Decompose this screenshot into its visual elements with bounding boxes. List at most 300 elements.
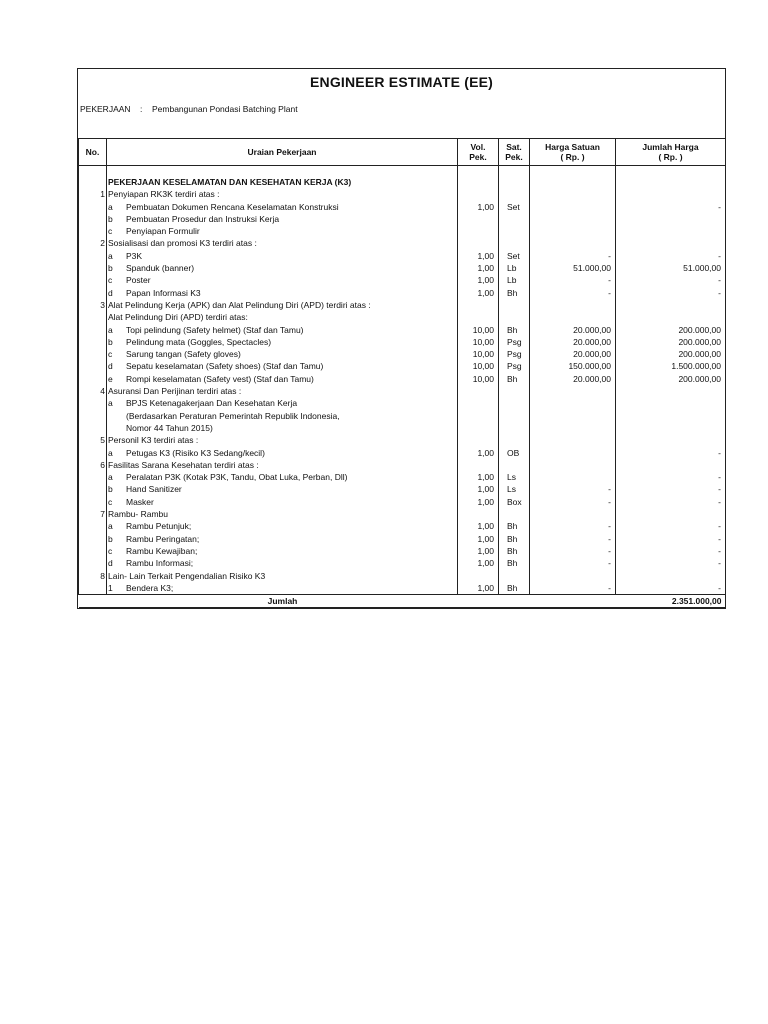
cell-unit: Set [499,250,530,262]
cell-volume: 1,00 [458,262,499,274]
item-letter: a [108,521,113,532]
item-text: Masker [126,496,154,507]
cell-no [79,520,107,532]
table-row [79,533,726,545]
cell-no: 8 [79,570,107,582]
item-letter: c [108,496,113,507]
cell-description [107,397,458,409]
item-text: Sepatu keselamatan (Safety shoes) (Staf dan Tamu) [126,361,324,372]
cell-no [79,324,107,336]
item-text: P3K [126,250,143,261]
cell-volume: 1,00 [458,520,499,532]
cell-volume: 10,00 [458,336,499,348]
cell-description [107,287,458,299]
cell-total-price: - [616,533,726,545]
item-text: Penyiapan RK3K terdiri atas : [108,189,220,200]
cell-unit [499,434,530,446]
cell-no: 5 [79,434,107,446]
cell-unit [499,213,530,225]
item-text: Asuransi Dan Perijinan terdiri atas : [108,386,242,397]
total-row [79,595,726,608]
cell-description [107,188,458,200]
cell-total-price [616,434,726,446]
item-letter: a [108,472,113,483]
header-no: No. [79,139,107,166]
item-letter: c [108,275,113,286]
item-letter: a [108,398,113,409]
cell-jh [616,166,726,177]
table-row [79,422,726,434]
cell-unit-price: - [530,274,616,286]
cell-unit-price [530,447,616,459]
cell-no [79,311,107,323]
cell-description [107,508,458,520]
cell-unit-price: - [530,483,616,495]
cell-unit [499,237,530,249]
item-letter: a [108,447,113,458]
cell-unit-price [530,410,616,422]
item-text: Nomor 44 Tahun 2015) [126,422,213,433]
cell-volume: 1,00 [458,483,499,495]
cell-no [79,557,107,569]
item-text: Lain- Lain Terkait Pengendalian Risiko K3 [108,570,266,581]
cell-unit: Bh [499,373,530,385]
table-row [79,508,726,520]
cell-description [107,348,458,360]
item-letter: a [108,250,113,261]
item-text: Rambu Petunjuk; [126,521,192,532]
item-text: Rambu Informasi; [126,558,194,569]
cell-description [107,422,458,434]
item-letter: b [108,484,113,495]
cell-no [79,471,107,483]
cell-no [79,262,107,274]
cell-description [107,274,458,286]
cell-unit-price [530,434,616,446]
cell-description [107,570,458,582]
item-text: Petugas K3 (Risiko K3 Sedang/kecil) [126,447,265,458]
table-row [79,582,726,595]
cell-unit-price [530,237,616,249]
cell-total-price: - [616,520,726,532]
cell-unit [499,385,530,397]
cell-total-price [616,385,726,397]
cell-unit-price: - [530,582,616,595]
cell-no [79,213,107,225]
cell-description [107,324,458,336]
cell-description [107,582,458,595]
cell-unit-price: 20.000,00 [530,336,616,348]
cell-no [79,397,107,409]
cell-description [107,434,458,446]
cell-total-price [616,410,726,422]
cell-volume: 1,00 [458,250,499,262]
cell-unit-price [530,311,616,323]
table-row [79,299,726,311]
cell-total-price: - [616,287,726,299]
cell-unit: Bh [499,520,530,532]
cell-description [107,373,458,385]
item-letter: c [108,226,113,237]
cell-description [107,201,458,213]
cell-sat [499,166,530,177]
cell-unit-price: - [530,496,616,508]
cell-unit: Bh [499,557,530,569]
item-letter: b [108,213,113,224]
cell-volume: 1,00 [458,496,499,508]
total-hs [530,595,616,608]
table-row [79,410,726,422]
table-row [79,274,726,286]
total-value: 2.351.000,00 [616,595,726,608]
cell-volume: 1,00 [458,545,499,557]
table-row [79,324,726,336]
cell-description [107,496,458,508]
cell-unit: Ls [499,471,530,483]
table-row [79,201,726,213]
cell-volume [458,188,499,200]
cell-desc [107,166,458,177]
cell-unit: Bh [499,287,530,299]
cell-volume: 1,00 [458,471,499,483]
cell-unit [499,508,530,520]
cell-volume: 1,00 [458,274,499,286]
cell-no [79,360,107,372]
cell-no [79,496,107,508]
item-text: Rambu Peringatan; [126,533,200,544]
cell-unit [499,459,530,471]
cell-total-price: 51.000,00 [616,262,726,274]
item-text: Spanduk (banner) [126,263,195,274]
cell-description [107,237,458,249]
cell-total-price: - [616,582,726,595]
item-text: Pelindung mata (Goggles, Spectacles) [126,336,272,347]
table-row [79,459,726,471]
cell-no [79,225,107,237]
table-row [79,520,726,532]
cell-no [79,348,107,360]
cell-no [79,533,107,545]
cell-volume: 1,00 [458,201,499,213]
cell-volume [458,299,499,311]
estimate-table [78,138,726,608]
cell-unit-price [530,459,616,471]
cell-volume: 1,00 [458,557,499,569]
table-row [79,213,726,225]
cell-unit-price [530,176,616,188]
cell-unit: OB [499,447,530,459]
table-row [79,188,726,200]
item-text: Sarung tangan (Safety gloves) [126,349,241,360]
cell-description [107,385,458,397]
cell-volume [458,385,499,397]
cell-unit [499,570,530,582]
cell-no [79,582,107,595]
cell-unit: Box [499,496,530,508]
cell-total-price [616,397,726,409]
cell-total-price [616,237,726,249]
cell-unit [499,225,530,237]
cell-unit [499,299,530,311]
cell-no [79,336,107,348]
table-row [79,557,726,569]
table-row [79,545,726,557]
cell-no [79,250,107,262]
cell-volume: 1,00 [458,287,499,299]
cell-unit [499,188,530,200]
cell-no [79,274,107,286]
total-label: Jumlah [107,595,458,608]
cell-unit-price [530,225,616,237]
cell-description [107,471,458,483]
cell-total-price: 1.500.000,00 [616,360,726,372]
header-total-price: Jumlah Harga ( Rp. ) [616,139,726,166]
cell-unit-price: 20.000,00 [530,324,616,336]
item-text: Bendera K3; [126,582,174,593]
cell-unit-price: - [530,520,616,532]
item-text: Sosialisasi dan promosi K3 terdiri atas : [108,238,257,249]
table-row [79,311,726,323]
cell-total-price: - [616,447,726,459]
cell-no: 3 [79,299,107,311]
cell-unit [499,311,530,323]
item-letter: a [108,324,113,335]
cell-volume [458,176,499,188]
cell-total-price: - [616,545,726,557]
cell-no: 2 [79,237,107,249]
cell-total-price: 200.000,00 [616,336,726,348]
cell-unit-price [530,213,616,225]
table-row [79,360,726,372]
item-text: Rambu- Rambu [108,509,168,520]
cell-description [107,225,458,237]
item-text: Topi pelindung (Safety helmet) (Staf dan Tamu) [126,324,304,335]
cell-total-price: 200.000,00 [616,373,726,385]
cell-unit-price [530,188,616,200]
header-volume: Vol. Pek. [458,139,499,166]
cell-total-price: 200.000,00 [616,348,726,360]
project-name: Pembangunan Pondasi Batching Plant [152,104,298,114]
cell-unit-price: 150.000,00 [530,360,616,372]
cell-volume [458,225,499,237]
cell-volume [458,459,499,471]
cell-description [107,250,458,262]
item-text: Pembuatan Prosedur dan Instruksi Kerja [126,213,280,224]
cell-unit: Bh [499,545,530,557]
cell-unit-price [530,471,616,483]
cell-total-price [616,459,726,471]
cell-no [79,166,107,177]
cell-hs [530,166,616,177]
cell-volume [458,237,499,249]
cell-volume: 10,00 [458,324,499,336]
item-text: BPJS Ketenagakerjaan Dan Kesehatan Kerja [126,398,298,409]
table-header-row [79,139,726,166]
cell-no [79,287,107,299]
cell-total-price: - [616,201,726,213]
cell-unit-price [530,201,616,213]
cell-volume: 10,00 [458,348,499,360]
table-row [79,385,726,397]
cell-total-price: - [616,250,726,262]
item-text: Hand Sanitizer [126,484,182,495]
header-unit: Sat. Pek. [499,139,530,166]
cell-description [107,262,458,274]
item-text: Fasilitas Sarana Kesehatan terdiri atas : [108,459,259,470]
cell-unit-price [530,570,616,582]
cell-unit: Psg [499,336,530,348]
cell-total-price [616,213,726,225]
item-text: (Berdasarkan Peraturan Pemerintah Republik Indonesia, [126,410,340,421]
cell-unit [499,410,530,422]
item-text: PEKERJAAN KESELAMATAN DAN KESEHATAN KERJA (K3) [108,177,352,187]
cell-unit: Lb [499,274,530,286]
cell-description [107,299,458,311]
cell-unit-price: - [530,545,616,557]
table-body [79,166,726,595]
cell-volume: 10,00 [458,373,499,385]
cell-no [79,483,107,495]
total-vol [458,595,499,608]
project-info [78,96,725,138]
item-letter: d [108,287,113,298]
project-label: PEKERJAAN [80,104,131,114]
cell-unit: Lb [499,262,530,274]
cell-volume [458,397,499,409]
cell-volume [458,508,499,520]
cell-description [107,459,458,471]
cell-total-price [616,176,726,188]
document-title: ENGINEER ESTIMATE (EE) [309,74,494,90]
cell-volume: 1,00 [458,533,499,545]
cell-unit-price: 20.000,00 [530,348,616,360]
cell-volume [458,422,499,434]
table-row [79,176,726,188]
cell-description [107,410,458,422]
item-text: Penyiapan Formulir [126,226,200,237]
table-row [79,348,726,360]
cell-no [79,545,107,557]
cell-description [107,213,458,225]
cell-unit [499,422,530,434]
table-row [79,570,726,582]
item-text: Rompi keselamatan (Safety vest) (Staf dan Tamu) [126,373,314,384]
cell-unit-price [530,422,616,434]
table-row [79,250,726,262]
cell-no [79,176,107,188]
cell-unit-price: - [530,250,616,262]
item-letter: 1 [108,582,113,593]
item-text: Poster [126,275,151,286]
cell-description [107,336,458,348]
total-no [79,595,107,608]
cell-no: 7 [79,508,107,520]
cell-unit: Set [499,201,530,213]
cell-description [107,176,458,188]
cell-total-price [616,570,726,582]
table-row [79,373,726,385]
cell-volume: 10,00 [458,360,499,372]
item-text: Alat Pelindung Kerja (APK) dan Alat Pelindung Diri (APD) terdiri atas : [108,299,371,310]
item-letter: c [108,545,113,556]
cell-unit: Psg [499,348,530,360]
item-text: Rambu Kewajiban; [126,545,198,556]
cell-unit-price [530,508,616,520]
cell-total-price [616,311,726,323]
cell-total-price [616,422,726,434]
table-row [79,434,726,446]
cell-unit-price: - [530,533,616,545]
cell-total-price [616,508,726,520]
item-letter: a [108,201,113,212]
header-unit-price: Harga Satuan ( Rp. ) [530,139,616,166]
table-row [79,287,726,299]
cell-unit [499,397,530,409]
cell-description [107,545,458,557]
cell-description [107,483,458,495]
table-row [79,447,726,459]
table-row [79,262,726,274]
cell-unit-price [530,397,616,409]
item-text: Pembuatan Dokumen Rencana Keselamatan Konstruksi [126,201,339,212]
cell-no [79,373,107,385]
cell-total-price: - [616,483,726,495]
cell-volume: 1,00 [458,447,499,459]
table-row [79,237,726,249]
cell-description [107,360,458,372]
cell-unit-price: - [530,557,616,569]
cell-no: 1 [79,188,107,200]
cell-total-price: - [616,274,726,286]
cell-description [107,557,458,569]
cell-unit-price [530,385,616,397]
cell-unit-price: 51.000,00 [530,262,616,274]
table-row [79,496,726,508]
cell-volume [458,570,499,582]
cell-no: 4 [79,385,107,397]
cell-description [107,533,458,545]
project-colon: : [140,104,143,114]
item-letter: d [108,558,113,569]
table-row [79,336,726,348]
table-row [79,483,726,495]
total-sat [499,595,530,608]
cell-total-price [616,225,726,237]
estimate-sheet [77,68,726,609]
cell-unit: Bh [499,324,530,336]
cell-unit: Bh [499,582,530,595]
cell-volume [458,311,499,323]
cell-unit: Ls [499,483,530,495]
table-row [79,397,726,409]
cell-unit [499,176,530,188]
cell-unit: Psg [499,360,530,372]
cell-no: 6 [79,459,107,471]
cell-description [107,520,458,532]
cell-volume [458,213,499,225]
item-letter: b [108,533,113,544]
cell-total-price: - [616,471,726,483]
cell-no [79,422,107,434]
cell-description [107,311,458,323]
cell-volume [458,434,499,446]
item-text: Peralatan P3K (Kotak P3K, Tandu, Obat Luka, Perban, Dll) [126,472,348,483]
cell-unit-price: 20.000,00 [530,373,616,385]
cell-vol [458,166,499,177]
cell-no [79,410,107,422]
item-text: Personil K3 terdiri atas : [108,435,199,446]
cell-no [79,201,107,213]
